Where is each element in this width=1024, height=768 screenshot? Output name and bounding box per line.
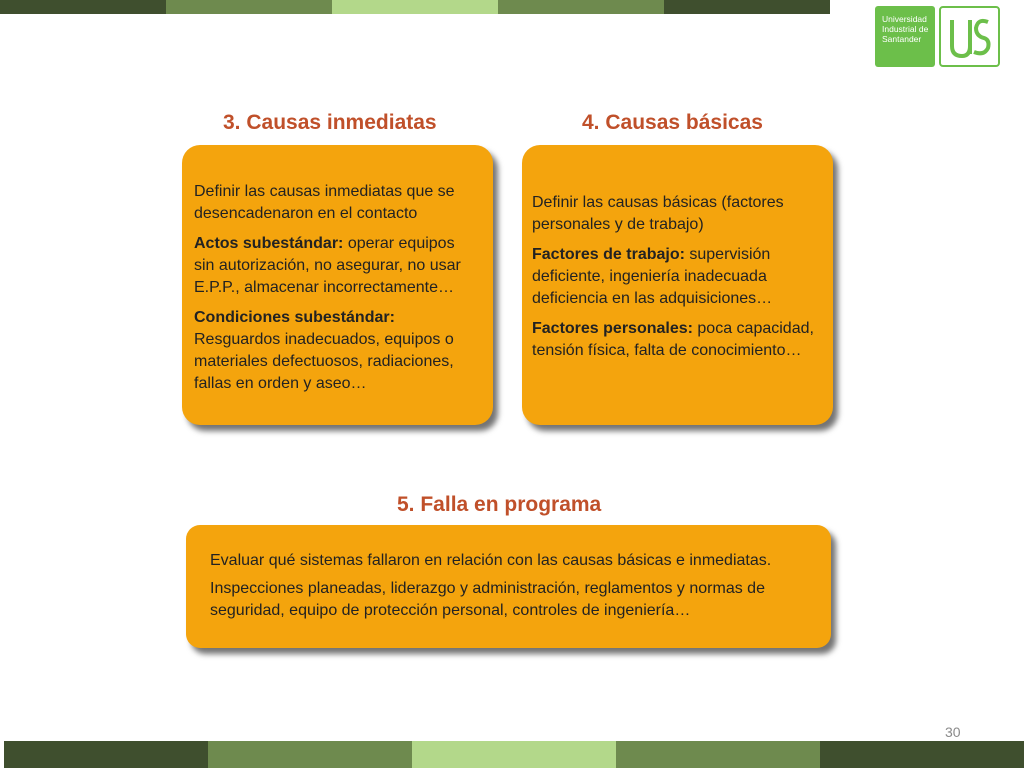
condiciones-text: Resguardos inadecuados, equipos o materiales defectuosos, radiaciones, fallas en orden y aseo… <box>194 331 454 392</box>
actos-label: Actos subestándar: <box>194 235 344 252</box>
section-5-line-1: Evaluar qué sistemas fallaron en relación con las causas básicas e inmediatas. <box>210 552 772 569</box>
section-3-actos <box>194 233 479 299</box>
logo-text-block <box>875 6 935 67</box>
university-logo <box>875 6 1000 67</box>
logo-line-3: Santander <box>882 34 922 44</box>
section-3-condiciones <box>194 307 479 395</box>
section-3-title: 3. Causas inmediatas <box>223 111 437 134</box>
uis-mark-icon <box>939 6 1000 67</box>
personales-text: poca capacidad, tensión física, falta de conocimiento… <box>532 320 814 359</box>
section-5-title: 5. Falla en programa <box>397 493 602 516</box>
bottom-bar-segment <box>412 741 616 768</box>
bottom-color-bar <box>4 741 1024 768</box>
bottom-bar-segment <box>4 741 208 768</box>
section-4-personales <box>532 318 819 362</box>
trabajo-label: Factores de trabajo: <box>532 246 685 263</box>
section-4-card <box>522 145 833 425</box>
top-bar-segment <box>332 0 498 14</box>
section-5-card <box>186 525 831 648</box>
section-3-card <box>182 145 493 425</box>
top-bar-segment <box>0 0 166 14</box>
bottom-bar-segment <box>208 741 412 768</box>
top-bar-segment <box>498 0 664 14</box>
section-3-intro: Definir las causas inmediatas que se desencadenaron en el contacto <box>194 183 455 222</box>
logo-line-2: Industrial de <box>882 24 929 34</box>
top-bar-segment <box>664 0 830 14</box>
page-number: 30 <box>945 724 961 740</box>
section-5-line-2: Inspecciones planeadas, liderazgo y administración, reglamentos y normas de seguridad, equipo de protección personal, controles de ingeniería… <box>210 580 765 619</box>
bottom-bar-segment <box>616 741 820 768</box>
trabajo-text: supervisión deficiente, ingeniería inadecuada deficiencia en las adquisiciones… <box>532 246 773 307</box>
top-color-bar <box>0 0 830 14</box>
personales-label: Factores personales: <box>532 320 693 337</box>
section-4-title: 4. Causas básicas <box>582 111 763 134</box>
bottom-bar-segment <box>820 741 1024 768</box>
section-4-intro: Definir las causas básicas (factores personales y de trabajo) <box>532 194 784 233</box>
condiciones-label: Condiciones subestándar: <box>194 309 395 326</box>
section-4-trabajo <box>532 244 819 310</box>
logo-line-1: Universidad <box>882 14 927 24</box>
top-bar-segment <box>166 0 332 14</box>
actos-text: operar equipos sin autorización, no asegurar, no usar E.P.P., almacenar incorrectamente… <box>194 235 461 296</box>
